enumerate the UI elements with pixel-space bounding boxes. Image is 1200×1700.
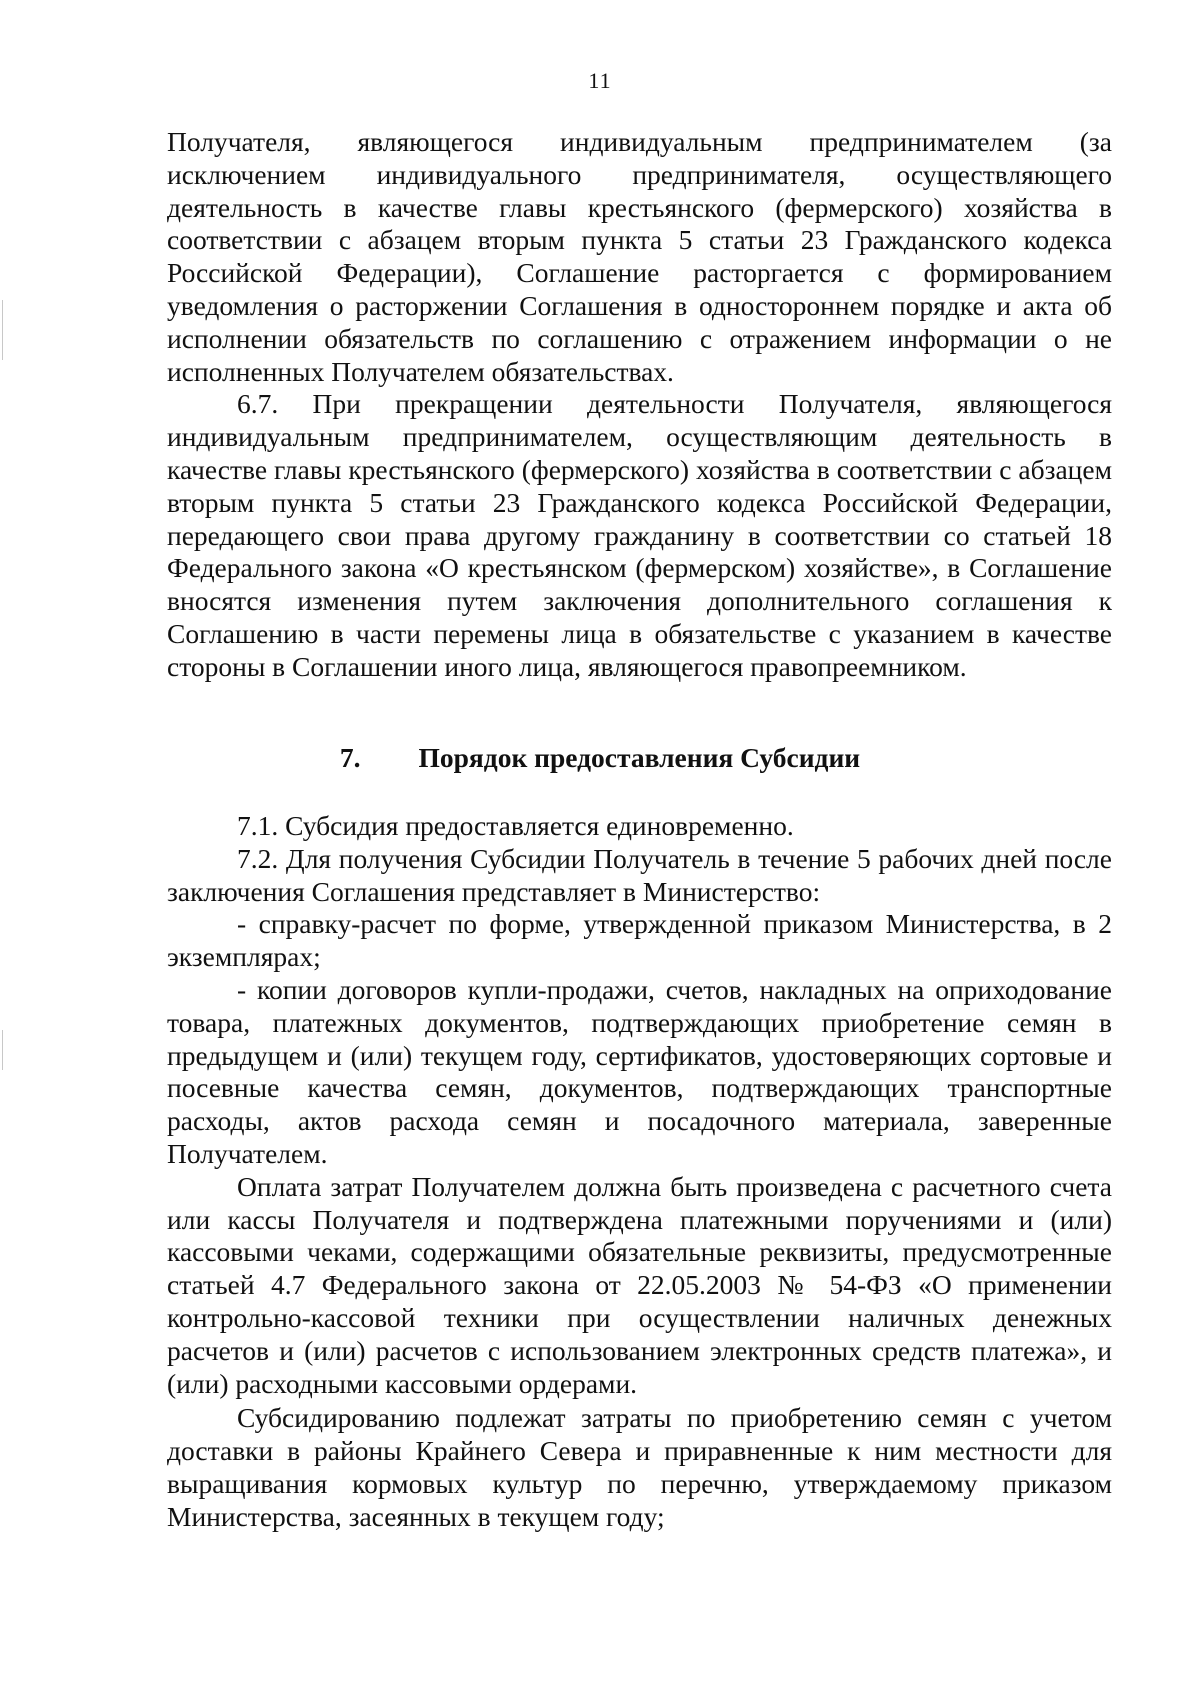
- paragraph: - справку-расчет по форме, утвержденной приказом Министерства, в 2 экземплярах;: [167, 908, 1112, 973]
- text-block-top: [167, 126, 1112, 684]
- paragraph: 7.2. Для получения Субсидии Получатель в течение 5 рабочих дней после заключения Соглашения представляет в Министерство:: [167, 842, 1112, 907]
- paragraph: Оплата затрат Получателем должна быть произведена с расчетного счета или кассы Получателя и подтверждена платежными поручениями и (или) кассовыми чеками, содержащими обязательные реквизиты, предусмотренные статьей 4.7 Федерального закона от 22.05.2003 № 54-ФЗ «О применении контрольно-кассовой техники при осуществлении наличных денежных расчетов и (или) расчетов с использованием электронных средств платежа», и (или) расходными кассовыми ордерами.: [167, 1170, 1112, 1399]
- page-number: 11: [588, 68, 612, 93]
- scan-edge-mark: [2, 1030, 3, 1070]
- text-block-bottom: [167, 810, 1112, 1534]
- scan-edge-mark: [2, 300, 3, 360]
- section-number: 7.: [339, 742, 361, 773]
- section-heading: [0, 742, 1200, 774]
- paragraph: 7.1. Субсидия предоставляется единовременно.: [237, 810, 794, 841]
- paragraph: Субсидированию подлежат затраты по приобретению семян с учетом доставки в районы Крайнего Севера и приравненные к ним местности для выращивания кормовых культур по перечню, утверждаемому приказом Министерства, засеянных в текущем году;: [167, 1402, 1112, 1532]
- section-title: Порядок предоставления Субсидии: [418, 742, 861, 773]
- paragraph: - копии договоров купли-продажи, счетов, накладных на оприходование товара, платежных документов, подтверждающих приобретение семян в предыдущем и (или) текущем году, сертификатов, удостоверяющих сортовые и посевные качества семян, документов, подтверждающих транспортные расходы, актов расхода семян и посадочного материала, заверенные Получателем.: [167, 973, 1112, 1169]
- paragraph: 6.7. При прекращении деятельности Получателя, являющегося индивидуальным предпринимателем, осуществляющим деятельность в качестве главы крестьянского (фермерского) хозяйства в соответствии с абзацем вторым пункта 5 статьи 23 Гражданского кодекса Российской Федерации, передающего свои права другому гражданину в соответствии со статьей 18 Федерального закона «О крестьянском (фермерском) хозяйстве», в Соглашение вносятся изменения путем заключения дополнительного соглашения к Соглашению в части перемены лица в обязательстве с указанием в качестве стороны в Соглашении иного лица, являющегося правопреемником.: [167, 388, 1112, 682]
- paragraph: Получателя, являющегося индивидуальным предпринимателем (за исключением индивидуального предпринимателя, осуществляющего деятельность в качестве главы крестьянского (фермерского) хозяйства в соответствии с абзацем вторым пункта 5 статьи 23 Гражданского кодекса Российской Федерации), Соглашение расторгается с формированием уведомления о расторжении Соглашения в одностороннем порядке и акта об исполнении обязательств по соглашению с отражением информации о не исполненных Получателем обязательствах.: [167, 126, 1112, 387]
